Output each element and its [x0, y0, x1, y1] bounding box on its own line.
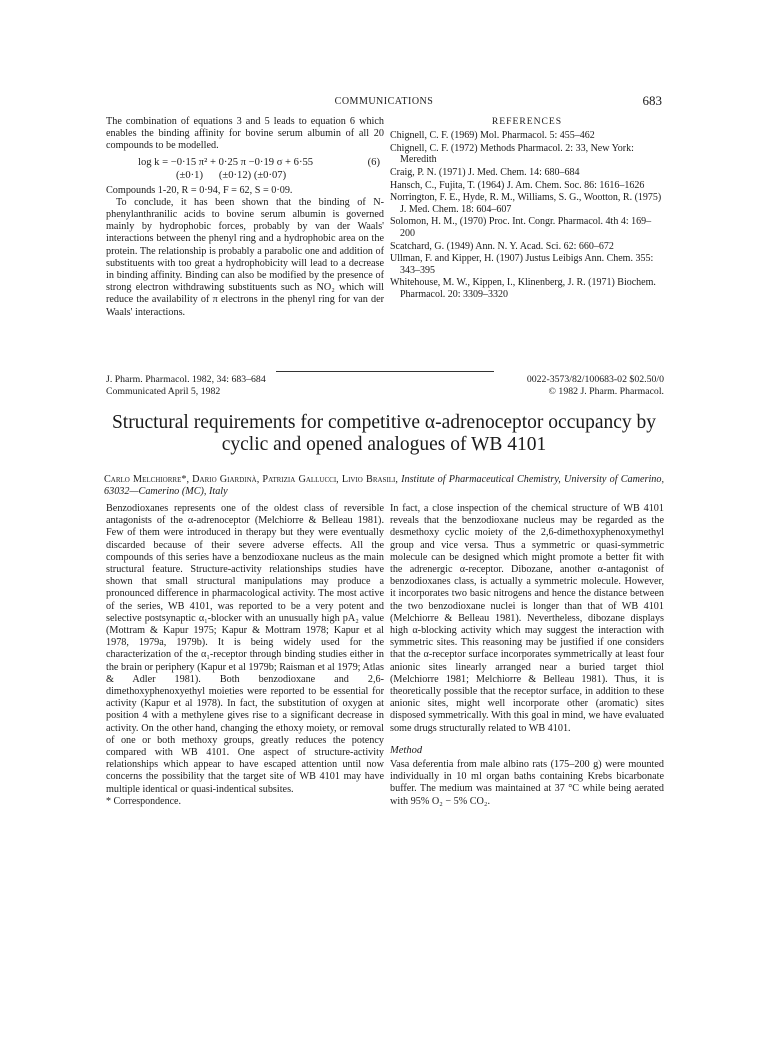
- reference-item: Ullman, F. and Kipper, H. (1907) Justus Leibigs Ann. Chem. 355: 343–395: [390, 253, 654, 276]
- correspondence-footnote: * Correspondence.: [106, 795, 181, 807]
- discussion-paragraph: In fact, a close inspection of the chemical structure of WB 4101 reveals that the benzodioxane nucleus may be regarded as the desmethoxy cyclic moiety of the 2,6-dimethoxyphenoxymethyl group and vice versa. Thus a symmetric or quasi-symmetric molecule can be designed which might promote a better fit with the adrenergic α-receptor. Dibozane, another α-antagonist of benzodioxanes class, is actually a symmetric molecule. However, it incorporates two basic nitrogens and hence the distance between the two benzodioxane nuclei is longer than that of WB 4101 (Melchiorre & Belleau 1981). Nevertheless, dibozane displays high α-blocking activity which may suggest the interaction with symmetric sites. This reasoning may be justified if one considers that the α-receptor surface incorporates symmetrically at least four anionic sites linearly arranged near a buried target thiol (Melchiorre 1981; Melchiorre & Belleau 1981). Thus, it is theoretically possible that the receptor surface, in addition to these anionic sites, might well incorporate other (aromatic) sites disposed symmetrically. With this goal in mind, we have evaluated some drugs structurally related to WB 4101.: [390, 503, 664, 734]
- reference-item: Hansch, C., Fujita, T. (1964) J. Am. Chem. Soc. 86: 1616–1626: [390, 179, 645, 191]
- communicated-date: Communicated April 5, 1982: [106, 385, 221, 397]
- page-number: 683: [642, 93, 662, 108]
- equation-6: log k = −0·15 π² + 0·25 π −0·19 σ + 6·55: [138, 156, 314, 168]
- method-paragraph: Vasa deferentia from male albino rats (175–200 g) were mounted individually in 10 ml organ baths containing Krebs bicarbonate buffer. The medium was maintained at 37 °C while being aerated with 95% O₂ − 5% CO₂.: [390, 759, 664, 807]
- copyright: © 1982 J. Pharm. Pharmacol.: [548, 385, 664, 397]
- reference-item: Solomon, H. M., (1970) Proc. Int. Congr. Pharmacol. 4th 4: 169–200: [390, 216, 652, 239]
- references-heading: REFERENCES: [491, 116, 563, 127]
- reference-item: Chignell, C. F. (1969) Mol. Pharmacol. 5: 455–462: [390, 130, 595, 142]
- conclusion-paragraph: To conclude, it has been shown that the binding of N-phenylanthranilic acids to bovine serum albumin is governed mainly by hydrophobic forces, probably by van der Waals' interactions between the phenyl ring and a hydrophobic area on the protein. The relationship is probably a parabolic one and addition of substituents with too great a hydrophobicity will lead to a decrease in binding affinity. Binding can also be modified by the presence of strong electron withdrawing substituents such as NO₂ which will reduce the availability of π electrons in the phenyl ring for van der Waals' interactions.: [106, 196, 384, 318]
- equation-errors: (±0·1) (±0·12) (±0·07): [176, 169, 287, 181]
- previous-article-conclusion: [106, 116, 384, 319]
- equation-number: (6): [367, 156, 380, 168]
- intro-paragraph: The combination of equations 3 and 5 leads to equation 6 which enables the binding affinity for bovine serum albumin of all 20 compounds to be modelled.: [106, 116, 384, 152]
- journal-citation-block: [106, 374, 366, 397]
- reference-item: Norrington, F. E., Hyde, R. M., Williams, S. G., Wootton, R. (1975) J. Med. Chem. 18: 604–607: [390, 192, 662, 215]
- intro-body-paragraph: Benzodioxanes represents one of the oldest class of reversible antagonists of the α-adrenoceptor (Melchiorre & Belleau 1981). Few of them were introduced in therapy but they were eventually discarded because of their severe adverse effects. All the compounds of this series have a benzodioxane nucleus as the main structural feature. Structure-activity relationships studies have shown that small structural manipulations may produce a pronounced difference in pharmacological activity. The most active of the series, WB 4101, was reported to be a very potent and selective postsynaptic α₁-blocker with an unusually high pA₂ value (Mottram & Kapur 1975; Kapur & Mottram 1978; Kapur et al 1978, 1979a, 1979b). It is being widely used for the characterization of the α₁-receptor through binding studies either in the brain or periphery (Kapur et al 1979b; Raisman et al 1979; Atlas & Adler 1981). Both benzodioxane and 2,6-dimethoxyphenoxyethyl moieties were reported to be essential for activity (Kapur et al 1978). In fact, the substitution of oxygen at position 4 with a methylene gives rise to a significant decrease in activity. On the other hand, changing the ethoxy moiety, or removal of one or both methoxy groups, greatly reduces the potency compared with WB 4101. One aspect of structure-activity relationships which appear to have escaped attention until now concerns the possibility that the target site of WB 4101 may have multiple identical or quasi-indentical subsites.: [106, 503, 384, 795]
- affiliation: Institute of Pharmaceutical Chemistry, University of Camerino, 63032—Camerino (MC), Italy: [104, 474, 665, 498]
- section-divider: [276, 371, 494, 372]
- equation-block: [106, 156, 384, 182]
- references-section: [390, 116, 664, 302]
- reference-item: Chignell, C. F. (1972) Methods Pharmacol. 2: 33, New York: Meredith: [390, 142, 634, 166]
- journal-code: 0022-3573/82/100683-02 $02.50/0: [526, 374, 664, 385]
- method-heading: Method: [390, 744, 423, 756]
- journal-code-block: [404, 374, 664, 397]
- body-left-column: [106, 503, 384, 808]
- reference-item: Craig, P. N. (1971) J. Med. Chem. 14: 680–684: [390, 166, 580, 178]
- article-title: Structural requirements for competitive α-adrenoceptor occupancy by cyclic and opened analogues of WB 4101: [111, 412, 657, 455]
- journal-citation: J. Pharm. Pharmacol. 1982, 34: 683–684: [106, 374, 266, 385]
- stats-line: Compounds 1-20, R = 0·94, F = 62, S = 0·09.: [106, 184, 293, 196]
- author-block: [104, 474, 664, 498]
- running-header-title: COMMUNICATIONS: [334, 96, 434, 107]
- reference-item: Whitehouse, M. W., Kippen, I., Klinenberg, J. R. (1971) Biochem. Pharmacol. 20: 3309–3320: [390, 277, 656, 300]
- reference-item: Scatchard, G. (1949) Ann. N. Y. Acad. Sci. 62: 660–672: [390, 240, 614, 252]
- body-right-column: [390, 503, 664, 808]
- author-names: Carlo Melchiorre*, Dario Giardinà, Patrizia Gallucci, Livio Brasili,: [104, 474, 398, 485]
